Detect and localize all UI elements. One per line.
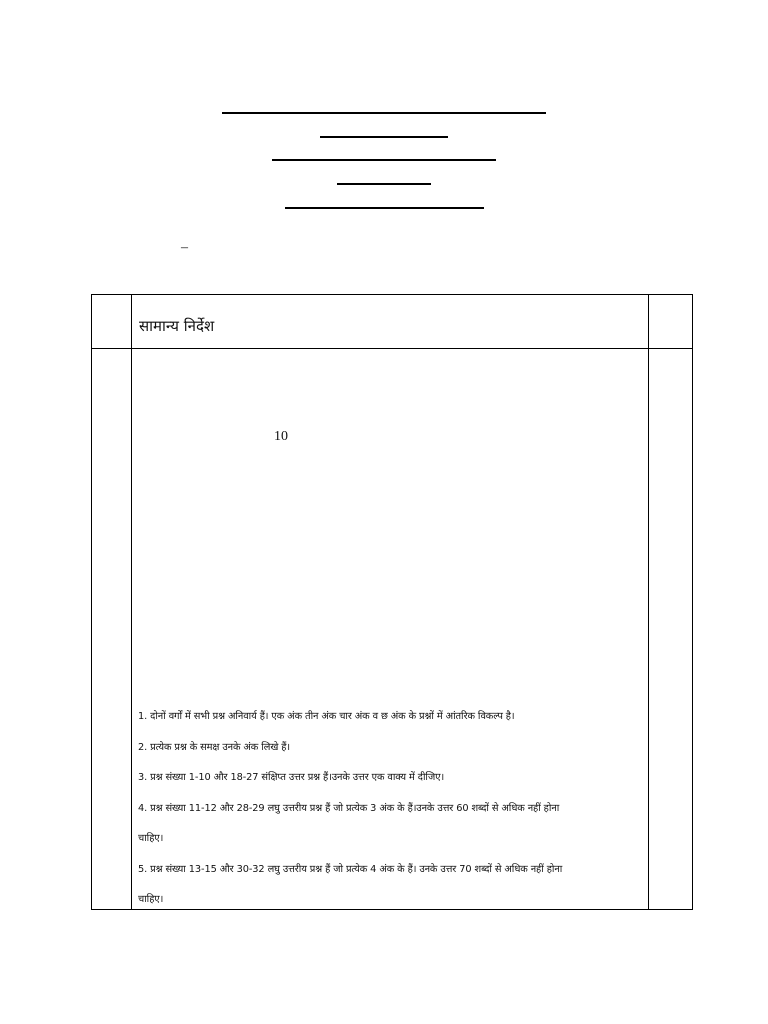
general-instructions-heading: सामान्य निर्देश: [139, 317, 215, 335]
instruction-line: चाहिए।: [138, 833, 164, 844]
title-rule-5: [285, 207, 484, 209]
header-dash: –: [181, 240, 188, 255]
instruction-line: 1. दोनों वर्गों में सभी प्रश्न अनिवार्य हैं। एक अंक तीन अंक चार अंक व छ अंक के प्रश्नों में आंतरिक विकल्प है।: [138, 711, 515, 722]
instruction-line: 3. प्रश्न संख्या 1-10 और 18-27 संक्षिप्त उत्तर प्रश्न हैं।उनके उत्तर एक वाक्य में दीजिए।: [138, 772, 445, 783]
table-header-divider: [91, 348, 693, 349]
instruction-line: चाहिए।: [138, 894, 164, 905]
instruction-line: 4. प्रश्न संख्या 11-12 और 28-29 लघु उत्तरीय प्रश्न हैं जो प्रत्येक 3 अंक के हैं।उनके उत्तर 60 शब्दों से अधिक नहीं होना: [138, 803, 560, 814]
title-rule-3: [272, 159, 496, 161]
marks-value: 10: [274, 429, 288, 444]
instructions-table: [91, 294, 693, 910]
table-column-divider-left: [131, 294, 132, 910]
title-rule-1: [222, 112, 546, 114]
instruction-line: 2. प्रत्येक प्रश्न के समक्ष उनके अंक लिखे हैं।: [138, 742, 290, 753]
title-rule-4: [337, 183, 431, 185]
table-column-divider-right: [648, 294, 649, 910]
title-rule-2: [320, 136, 448, 138]
instruction-line: 5. प्रश्न संख्या 13-15 और 30-32 लघु उत्तरीय प्रश्न हैं जो प्रत्येक 4 अंक के हैं। उनके उत्तर 70 शब्दों से अधिक नहीं होना: [138, 864, 563, 875]
